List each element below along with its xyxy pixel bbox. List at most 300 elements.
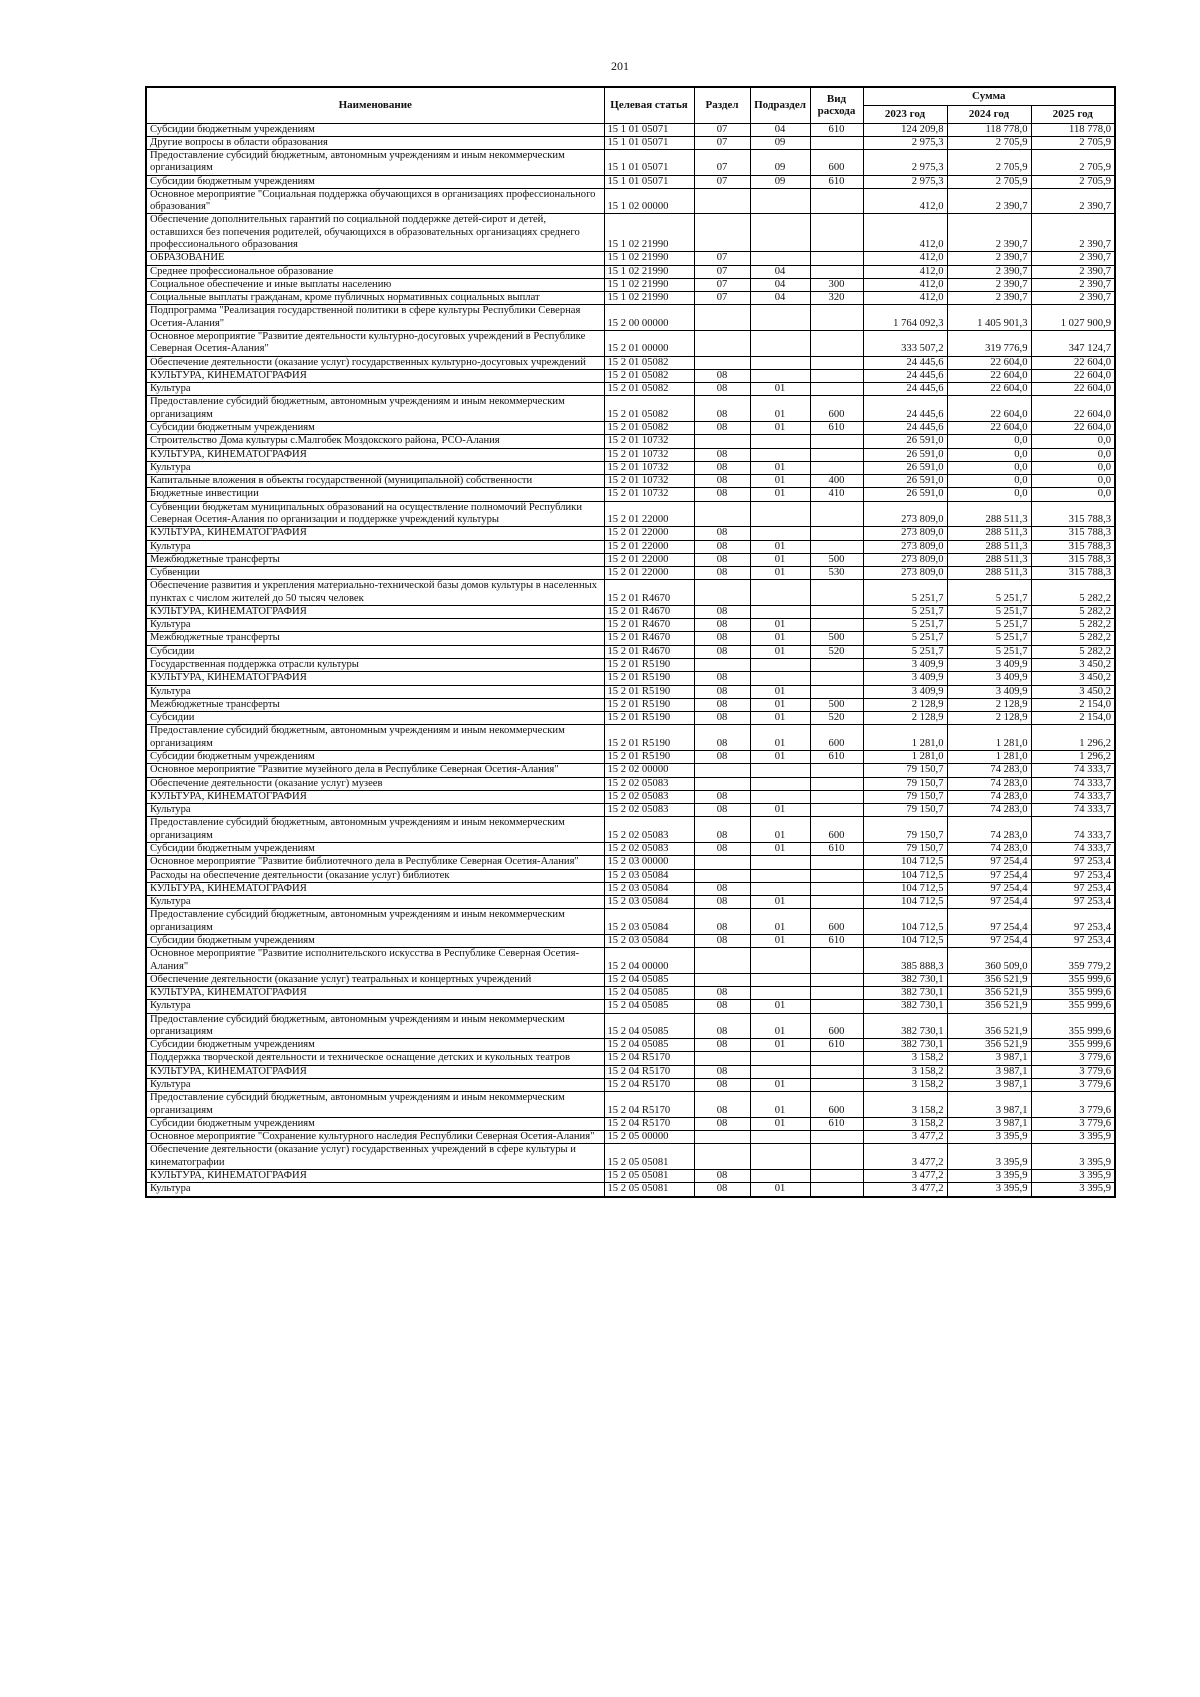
row-expense-type (810, 790, 863, 803)
table-row (146, 356, 1115, 369)
row-expense-type (810, 659, 863, 672)
row-expense-type: 600 (810, 1092, 863, 1118)
row-name: Культура (146, 383, 604, 396)
row-expense-type: 610 (810, 1039, 863, 1052)
row-target: 15 2 01 10732 (604, 488, 694, 501)
row-expense-type (810, 1052, 863, 1065)
row-subsection: 01 (750, 619, 810, 632)
row-sum-2023: 79 150,7 (863, 764, 947, 777)
row-sum-2023: 24 445,6 (863, 421, 947, 434)
row-expense-type: 530 (810, 567, 863, 580)
row-sum-2023: 412,0 (863, 278, 947, 291)
row-expense-type (810, 435, 863, 448)
row-sum-2023: 2 975,3 (863, 150, 947, 176)
row-expense-type (810, 1170, 863, 1183)
row-sum-2025: 2 390,7 (1031, 278, 1115, 291)
row-sum-2025: 22 604,0 (1031, 421, 1115, 434)
row-target: 15 2 01 R4670 (604, 605, 694, 618)
row-sum-2023: 3 158,2 (863, 1092, 947, 1118)
row-subsection (750, 527, 810, 540)
row-expense-type (810, 527, 863, 540)
row-target: 15 2 02 05083 (604, 790, 694, 803)
row-expense-type (810, 501, 863, 527)
row-subsection: 01 (750, 909, 810, 935)
row-expense-type (810, 987, 863, 1000)
row-sum-2025: 22 604,0 (1031, 356, 1115, 369)
row-sum-2023: 26 591,0 (863, 435, 947, 448)
row-subsection (750, 605, 810, 618)
row-sum-2024: 5 251,7 (947, 580, 1031, 606)
table-row (146, 421, 1115, 434)
row-section: 08 (694, 567, 750, 580)
row-sum-2023: 104 712,5 (863, 909, 947, 935)
row-sum-2024: 288 511,3 (947, 527, 1031, 540)
row-name: Основное мероприятие "Развитие музейного дела в Республике Северная Осетия-Алания" (146, 764, 604, 777)
row-section: 08 (694, 712, 750, 725)
row-sum-2024: 288 511,3 (947, 540, 1031, 553)
table-row (146, 973, 1115, 986)
row-section: 07 (694, 150, 750, 176)
table-row (146, 605, 1115, 618)
row-target: 15 2 01 R5190 (604, 751, 694, 764)
table-row (146, 672, 1115, 685)
row-sum-2024: 97 254,4 (947, 869, 1031, 882)
row-section: 08 (694, 685, 750, 698)
table-row (146, 292, 1115, 305)
row-expense-type (810, 896, 863, 909)
row-section: 08 (694, 725, 750, 751)
row-sum-2024: 22 604,0 (947, 421, 1031, 434)
row-section: 07 (694, 292, 750, 305)
row-sum-2025: 2 154,0 (1031, 712, 1115, 725)
row-target: 15 2 04 05085 (604, 987, 694, 1000)
row-sum-2024: 356 521,9 (947, 1039, 1031, 1052)
table-row (146, 123, 1115, 136)
row-expense-type: 520 (810, 645, 863, 658)
table-row (146, 1183, 1115, 1197)
row-target: 15 2 04 00000 (604, 948, 694, 974)
row-sum-2023: 1 764 092,3 (863, 305, 947, 331)
row-subsection: 01 (750, 685, 810, 698)
row-target: 15 2 01 R5190 (604, 698, 694, 711)
row-subsection: 01 (750, 896, 810, 909)
row-expense-type (810, 856, 863, 869)
row-expense-type (810, 764, 863, 777)
header-name: Наименование (146, 87, 604, 123)
row-sum-2024: 22 604,0 (947, 356, 1031, 369)
row-sum-2023: 333 507,2 (863, 331, 947, 357)
row-sum-2024: 3 987,1 (947, 1092, 1031, 1118)
row-subsection: 01 (750, 475, 810, 488)
row-expense-type (810, 777, 863, 790)
row-sum-2023: 5 251,7 (863, 605, 947, 618)
row-expense-type (810, 448, 863, 461)
row-sum-2025: 74 333,7 (1031, 764, 1115, 777)
row-subsection: 01 (750, 712, 810, 725)
table-row (146, 632, 1115, 645)
row-sum-2023: 3 409,9 (863, 672, 947, 685)
row-name: Строительство Дома культуры с.Малгобек Моздокского района, РСО-Алания (146, 435, 604, 448)
row-section: 07 (694, 278, 750, 291)
row-sum-2025: 0,0 (1031, 475, 1115, 488)
header-target: Целевая статья (604, 87, 694, 123)
row-subsection (750, 790, 810, 803)
row-target: 15 2 05 05081 (604, 1144, 694, 1170)
row-sum-2025: 1 296,2 (1031, 725, 1115, 751)
row-sum-2023: 3 477,2 (863, 1131, 947, 1144)
table-row (146, 1000, 1115, 1013)
row-target: 15 2 04 05085 (604, 1013, 694, 1039)
row-sum-2024: 0,0 (947, 448, 1031, 461)
row-sum-2024: 97 254,4 (947, 934, 1031, 947)
row-section: 08 (694, 1117, 750, 1130)
row-sum-2023: 382 730,1 (863, 1039, 947, 1052)
header-year-2025: 2025 год (1031, 105, 1115, 123)
row-subsection: 01 (750, 934, 810, 947)
row-subsection (750, 188, 810, 214)
row-sum-2023: 104 712,5 (863, 896, 947, 909)
row-name: Субсидии бюджетным учреждениям (146, 123, 604, 136)
row-name: Культура (146, 619, 604, 632)
row-sum-2023: 412,0 (863, 252, 947, 265)
row-sum-2025: 3 779,6 (1031, 1065, 1115, 1078)
row-target: 15 2 02 05083 (604, 777, 694, 790)
row-sum-2025: 355 999,6 (1031, 1013, 1115, 1039)
row-target: 15 1 02 21990 (604, 278, 694, 291)
row-name: КУЛЬТУРА, КИНЕМАТОГРАФИЯ (146, 605, 604, 618)
row-name: КУЛЬТУРА, КИНЕМАТОГРАФИЯ (146, 672, 604, 685)
row-target: 15 2 05 05081 (604, 1183, 694, 1197)
row-expense-type: 520 (810, 712, 863, 725)
row-sum-2025: 3 450,2 (1031, 672, 1115, 685)
row-target: 15 1 02 21990 (604, 292, 694, 305)
row-sum-2023: 3 477,2 (863, 1183, 947, 1197)
table-row (146, 553, 1115, 566)
row-subsection: 01 (750, 645, 810, 658)
row-sum-2025: 97 253,4 (1031, 909, 1115, 935)
row-section: 08 (694, 934, 750, 947)
row-sum-2024: 97 254,4 (947, 909, 1031, 935)
table-row (146, 764, 1115, 777)
row-section: 08 (694, 619, 750, 632)
row-name: Среднее профессиональное образование (146, 265, 604, 278)
row-sum-2023: 24 445,6 (863, 383, 947, 396)
row-target: 15 2 01 R5190 (604, 712, 694, 725)
row-name: Культура (146, 461, 604, 474)
row-expense-type: 400 (810, 475, 863, 488)
row-section (694, 659, 750, 672)
row-name: ОБРАЗОВАНИЕ (146, 252, 604, 265)
row-target: 15 2 01 10732 (604, 475, 694, 488)
row-section (694, 869, 750, 882)
row-subsection: 01 (750, 1013, 810, 1039)
row-sum-2023: 3 158,2 (863, 1117, 947, 1130)
row-subsection (750, 369, 810, 382)
row-section: 07 (694, 252, 750, 265)
row-sum-2024: 3 395,9 (947, 1183, 1031, 1197)
row-target: 15 2 01 R5190 (604, 725, 694, 751)
row-section: 08 (694, 698, 750, 711)
row-section: 08 (694, 383, 750, 396)
row-section: 08 (694, 553, 750, 566)
row-target: 15 2 03 05084 (604, 882, 694, 895)
table-row (146, 777, 1115, 790)
row-section: 07 (694, 175, 750, 188)
row-subsection: 01 (750, 1079, 810, 1092)
table-row (146, 1117, 1115, 1130)
row-sum-2023: 104 712,5 (863, 856, 947, 869)
row-sum-2024: 5 251,7 (947, 632, 1031, 645)
row-name: Другие вопросы в области образования (146, 136, 604, 149)
row-target: 15 2 04 R5170 (604, 1092, 694, 1118)
table-row (146, 461, 1115, 474)
header-year-2024: 2024 год (947, 105, 1031, 123)
table-row (146, 1065, 1115, 1078)
row-sum-2025: 3 395,9 (1031, 1144, 1115, 1170)
row-name: Культура (146, 1000, 604, 1013)
row-sum-2025: 74 333,7 (1031, 817, 1115, 843)
row-section: 08 (694, 1065, 750, 1078)
row-sum-2023: 5 251,7 (863, 632, 947, 645)
row-subsection: 04 (750, 265, 810, 278)
row-section (694, 331, 750, 357)
row-sum-2024: 2 705,9 (947, 150, 1031, 176)
row-sum-2023: 382 730,1 (863, 987, 947, 1000)
row-target: 15 2 01 05082 (604, 421, 694, 434)
row-subsection: 01 (750, 396, 810, 422)
row-sum-2024: 5 251,7 (947, 605, 1031, 618)
row-name: Обеспечение деятельности (оказание услуг) театральных и концертных учреждений (146, 973, 604, 986)
row-name: КУЛЬТУРА, КИНЕМАТОГРАФИЯ (146, 987, 604, 1000)
row-section: 08 (694, 1000, 750, 1013)
row-subsection: 01 (750, 1039, 810, 1052)
row-name: Предоставление субсидий бюджетным, автономным учреждениям и иным некоммерческим организациям (146, 909, 604, 935)
row-expense-type: 610 (810, 123, 863, 136)
row-section: 08 (694, 909, 750, 935)
row-sum-2024: 5 251,7 (947, 619, 1031, 632)
row-sum-2023: 79 150,7 (863, 804, 947, 817)
row-subsection: 09 (750, 150, 810, 176)
row-sum-2023: 104 712,5 (863, 934, 947, 947)
table-row (146, 448, 1115, 461)
row-sum-2023: 1 281,0 (863, 725, 947, 751)
row-section: 08 (694, 842, 750, 855)
row-sum-2025: 97 253,4 (1031, 869, 1115, 882)
row-expense-type: 500 (810, 632, 863, 645)
row-sum-2025: 3 395,9 (1031, 1183, 1115, 1197)
row-expense-type (810, 252, 863, 265)
row-sum-2024: 0,0 (947, 461, 1031, 474)
row-sum-2025: 0,0 (1031, 488, 1115, 501)
row-sum-2023: 26 591,0 (863, 475, 947, 488)
row-name: Культура (146, 804, 604, 817)
row-sum-2023: 3 158,2 (863, 1065, 947, 1078)
row-sum-2023: 273 809,0 (863, 553, 947, 566)
table-row (146, 817, 1115, 843)
row-target: 15 2 01 R4670 (604, 619, 694, 632)
row-section: 08 (694, 396, 750, 422)
table-row (146, 1013, 1115, 1039)
row-sum-2024: 22 604,0 (947, 396, 1031, 422)
row-name: КУЛЬТУРА, КИНЕМАТОГРАФИЯ (146, 1170, 604, 1183)
row-sum-2024: 3 409,9 (947, 672, 1031, 685)
table-row (146, 712, 1115, 725)
row-subsection (750, 659, 810, 672)
table-row (146, 725, 1115, 751)
row-name: Основное мероприятие "Социальная поддержка обучающихся в организациях профессионального образования" (146, 188, 604, 214)
row-expense-type (810, 188, 863, 214)
row-name: Культура (146, 1183, 604, 1197)
row-section (694, 764, 750, 777)
row-sum-2024: 5 251,7 (947, 645, 1031, 658)
row-sum-2024: 2 128,9 (947, 698, 1031, 711)
row-sum-2024: 288 511,3 (947, 567, 1031, 580)
row-sum-2024: 74 283,0 (947, 790, 1031, 803)
row-subsection: 01 (750, 567, 810, 580)
row-target: 15 2 03 05084 (604, 896, 694, 909)
row-sum-2025: 5 282,2 (1031, 580, 1115, 606)
row-target: 15 2 01 00000 (604, 331, 694, 357)
table-row (146, 1039, 1115, 1052)
row-expense-type (810, 331, 863, 357)
row-sum-2024: 2 390,7 (947, 265, 1031, 278)
row-name: Государственная поддержка отрасли культуры (146, 659, 604, 672)
row-subsection (750, 580, 810, 606)
table-row (146, 909, 1115, 935)
row-subsection: 04 (750, 292, 810, 305)
table-row (146, 252, 1115, 265)
row-sum-2023: 104 712,5 (863, 869, 947, 882)
row-sum-2024: 74 283,0 (947, 777, 1031, 790)
row-expense-type: 500 (810, 698, 863, 711)
row-name: Субсидии (146, 645, 604, 658)
row-name: Культура (146, 540, 604, 553)
row-sum-2023: 1 281,0 (863, 751, 947, 764)
row-sum-2025: 3 395,9 (1031, 1170, 1115, 1183)
row-sum-2025: 2 390,7 (1031, 252, 1115, 265)
table-row (146, 804, 1115, 817)
table-row (146, 869, 1115, 882)
row-section: 08 (694, 369, 750, 382)
row-sum-2025: 2 705,9 (1031, 136, 1115, 149)
row-sum-2023: 382 730,1 (863, 1000, 947, 1013)
row-sum-2024: 356 521,9 (947, 1013, 1031, 1039)
row-subsection: 09 (750, 136, 810, 149)
row-expense-type (810, 136, 863, 149)
row-expense-type: 320 (810, 292, 863, 305)
row-expense-type: 600 (810, 396, 863, 422)
row-section: 08 (694, 488, 750, 501)
table-row (146, 369, 1115, 382)
row-section: 08 (694, 540, 750, 553)
row-sum-2025: 3 450,2 (1031, 659, 1115, 672)
row-target: 15 2 01 10732 (604, 435, 694, 448)
table-row (146, 698, 1115, 711)
row-sum-2024: 74 283,0 (947, 804, 1031, 817)
row-sum-2024: 2 128,9 (947, 712, 1031, 725)
row-name: Обеспечение деятельности (оказание услуг) государственных учреждений в сфере культуры и кинематографии (146, 1144, 604, 1170)
row-name: Предоставление субсидий бюджетным, автономным учреждениям и иным некоммерческим организациям (146, 396, 604, 422)
row-sum-2025: 0,0 (1031, 435, 1115, 448)
row-sum-2025: 5 282,2 (1031, 619, 1115, 632)
row-sum-2024: 288 511,3 (947, 553, 1031, 566)
row-sum-2023: 412,0 (863, 188, 947, 214)
row-sum-2024: 3 409,9 (947, 659, 1031, 672)
row-sum-2025: 3 395,9 (1031, 1131, 1115, 1144)
row-sum-2023: 2 128,9 (863, 712, 947, 725)
row-subsection (750, 856, 810, 869)
row-target: 15 2 04 05085 (604, 1000, 694, 1013)
row-name: Субсидии бюджетным учреждениям (146, 1117, 604, 1130)
row-sum-2025: 2 705,9 (1031, 150, 1115, 176)
row-target: 15 1 01 05071 (604, 175, 694, 188)
row-name: Межбюджетные трансферты (146, 632, 604, 645)
row-subsection: 01 (750, 1183, 810, 1197)
row-sum-2024: 2 705,9 (947, 175, 1031, 188)
row-sum-2023: 5 251,7 (863, 580, 947, 606)
row-subsection (750, 1144, 810, 1170)
row-sum-2024: 3 987,1 (947, 1117, 1031, 1130)
row-subsection: 01 (750, 553, 810, 566)
row-expense-type (810, 540, 863, 553)
row-sum-2023: 273 809,0 (863, 540, 947, 553)
row-sum-2025: 97 253,4 (1031, 882, 1115, 895)
row-sum-2024: 22 604,0 (947, 383, 1031, 396)
row-sum-2023: 3 158,2 (863, 1052, 947, 1065)
row-target: 15 2 01 22000 (604, 553, 694, 566)
page-number: 201 (611, 59, 629, 73)
row-target: 15 1 02 21990 (604, 252, 694, 265)
row-subsection (750, 1131, 810, 1144)
row-sum-2025: 74 333,7 (1031, 804, 1115, 817)
row-expense-type: 500 (810, 553, 863, 566)
row-expense-type (810, 369, 863, 382)
row-sum-2023: 26 591,0 (863, 448, 947, 461)
row-section: 08 (694, 1039, 750, 1052)
table-body (146, 123, 1115, 1197)
row-subsection (750, 331, 810, 357)
row-subsection: 01 (750, 698, 810, 711)
table-row (146, 1079, 1115, 1092)
row-subsection (750, 973, 810, 986)
row-section: 08 (694, 804, 750, 817)
row-subsection: 01 (750, 1000, 810, 1013)
row-sum-2023: 382 730,1 (863, 1013, 947, 1039)
header-year-2023: 2023 год (863, 105, 947, 123)
row-sum-2025: 1 027 900,9 (1031, 305, 1115, 331)
row-sum-2025: 355 999,6 (1031, 1039, 1115, 1052)
row-target: 15 2 01 22000 (604, 501, 694, 527)
row-section: 08 (694, 448, 750, 461)
row-name: КУЛЬТУРА, КИНЕМАТОГРАФИЯ (146, 1065, 604, 1078)
row-subsection (750, 777, 810, 790)
row-section: 08 (694, 817, 750, 843)
row-subsection (750, 435, 810, 448)
row-target: 15 2 01 R4670 (604, 645, 694, 658)
table-row (146, 645, 1115, 658)
row-expense-type: 410 (810, 488, 863, 501)
row-target: 15 2 03 05084 (604, 869, 694, 882)
row-sum-2024: 319 776,9 (947, 331, 1031, 357)
table-row (146, 882, 1115, 895)
row-name: КУЛЬТУРА, КИНЕМАТОГРАФИЯ (146, 369, 604, 382)
row-sum-2024: 3 987,1 (947, 1079, 1031, 1092)
row-sum-2023: 273 809,0 (863, 527, 947, 540)
table-row (146, 1144, 1115, 1170)
row-name: Субвенции бюджетам муниципальных образований на осуществление полномочий Республики Северная Осетия-Алания по организации и поддержке учреждений культуры (146, 501, 604, 527)
row-sum-2023: 26 591,0 (863, 461, 947, 474)
row-target: 15 2 04 R5170 (604, 1079, 694, 1092)
